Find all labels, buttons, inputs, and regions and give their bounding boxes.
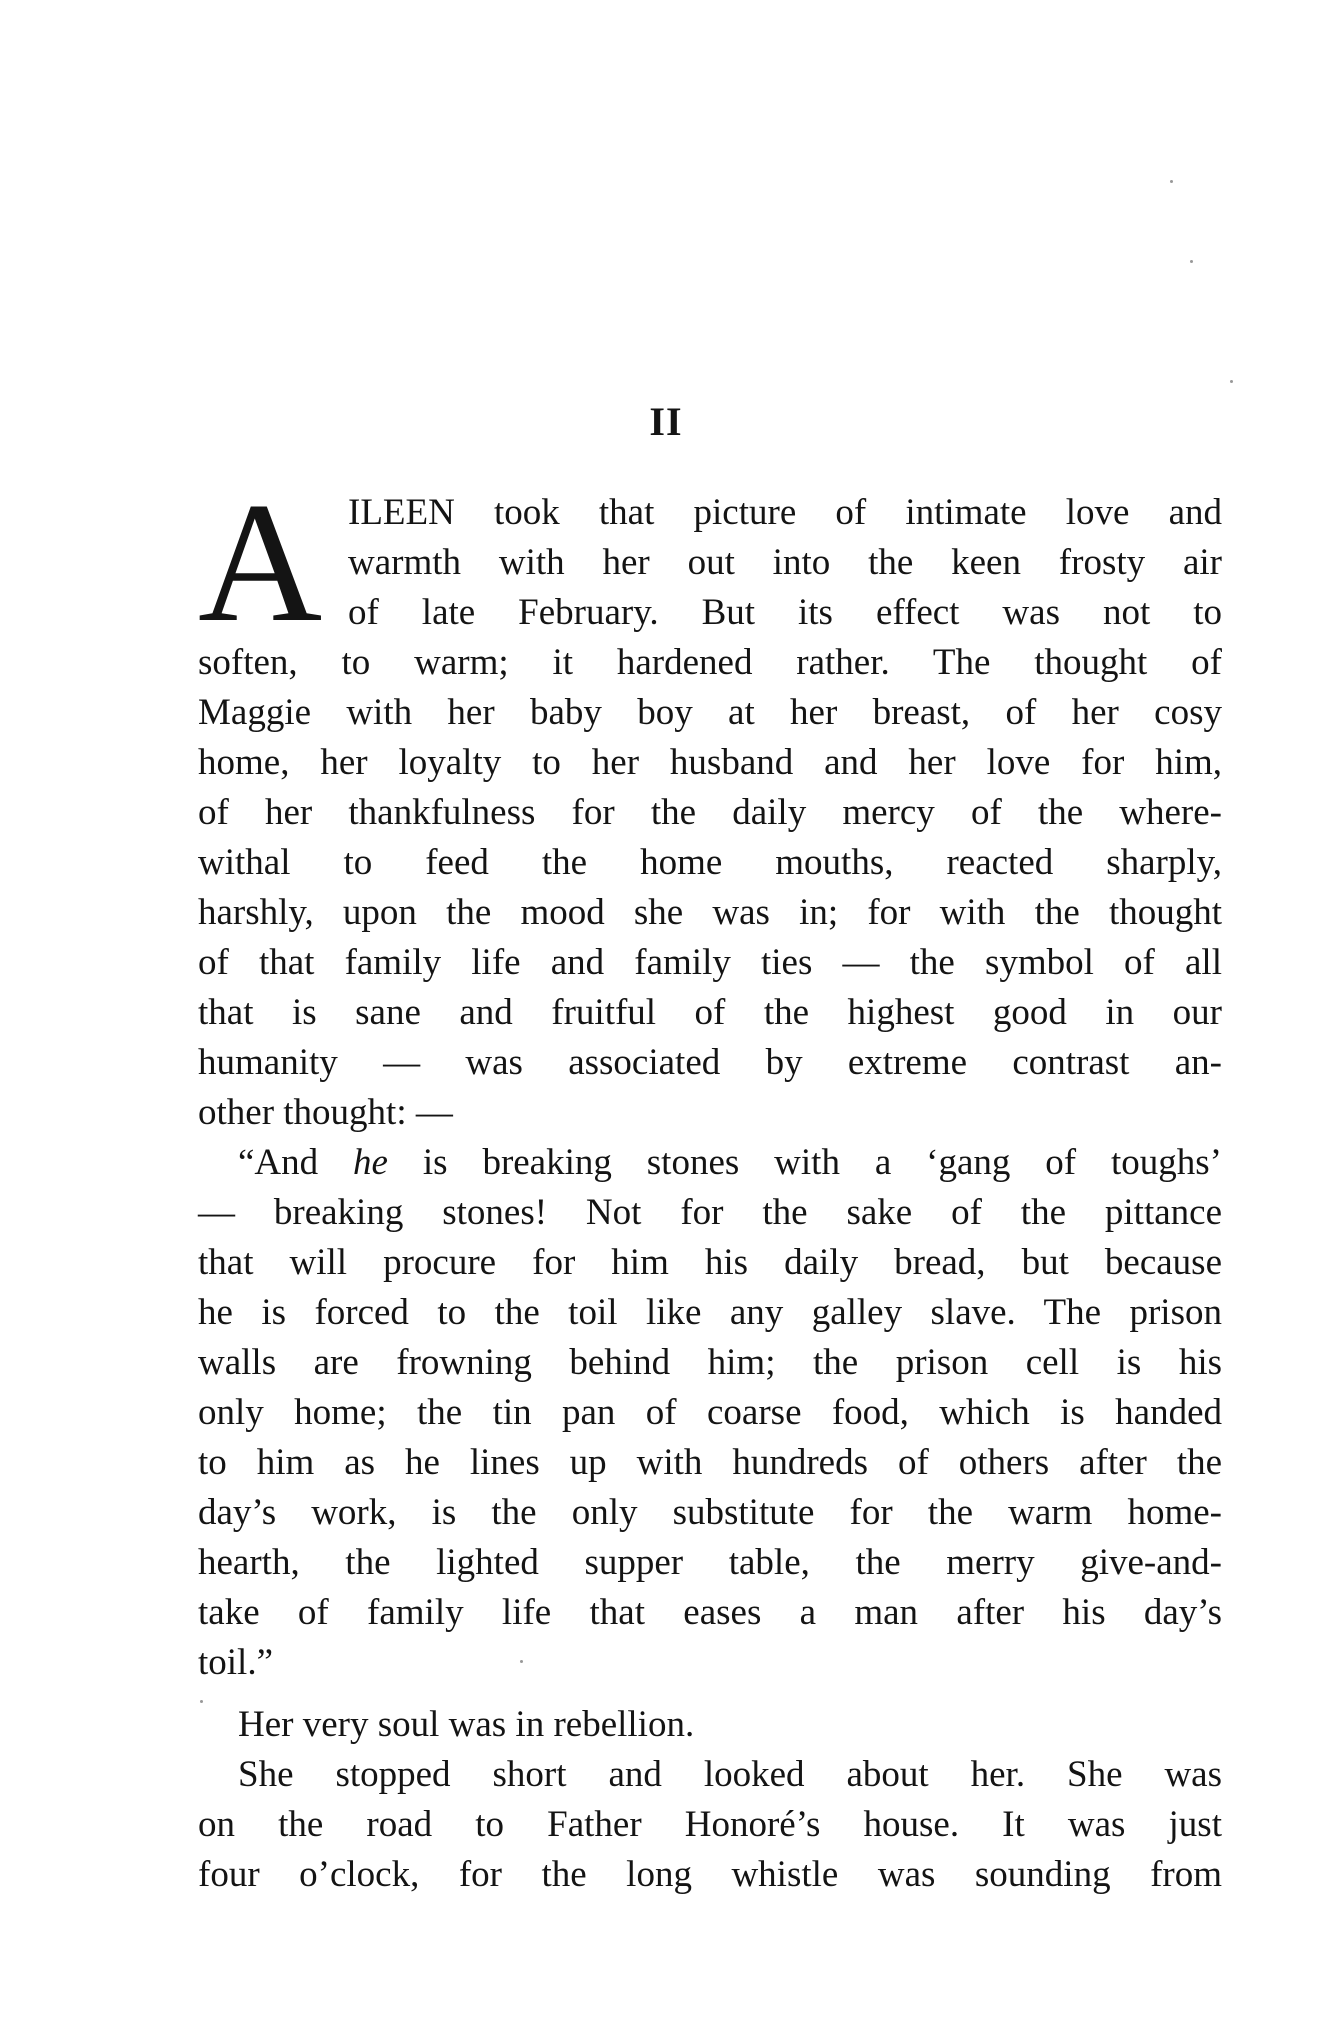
text-run: “And: [238, 1142, 354, 1183]
scan-speck: [1170, 180, 1173, 183]
text-line: soften, to warm; it hardened rather. The thought of: [198, 642, 1222, 683]
text-line: of that family life and family ties — the symbol of all: [198, 942, 1222, 983]
scan-speck: [1230, 380, 1233, 383]
text-line: harshly, upon the mood she was in; for with the thought: [198, 892, 1222, 933]
text-line: ILEEN took that picture of intimate love and: [348, 492, 1222, 533]
text-line: on the road to Father Honoré’s house. It was just: [198, 1804, 1222, 1845]
text-line: warmth with her out into the keen frosty air: [348, 542, 1222, 583]
text-line: toil.”: [198, 1642, 274, 1683]
scan-speck: [520, 1660, 523, 1663]
text-line: that is sane and fruitful of the highest good in our: [198, 992, 1222, 1033]
text-line: that will procure for him his daily bread, but because: [198, 1242, 1222, 1283]
text-line: Maggie with her baby boy at her breast, of her cosy: [198, 692, 1222, 733]
paragraph-3: [198, 1700, 1222, 1750]
text-line: home, her loyalty to her husband and her love for him,: [198, 742, 1222, 783]
text-line: four o’clock, for the long whistle was sounding from: [198, 1854, 1222, 1895]
italic-word: he: [353, 1142, 388, 1183]
paragraph-2: [198, 1138, 1222, 1688]
scan-speck: [200, 1700, 203, 1703]
text-line: walls are frowning behind him; the prison cell is his: [198, 1342, 1222, 1383]
scan-speck: [1190, 260, 1193, 263]
paragraph-1: [198, 468, 1222, 1138]
chapter-number: II: [649, 399, 683, 444]
text-line: humanity — was associated by extreme contrast an-: [198, 1042, 1222, 1083]
text-line: only home; the tin pan of coarse food, which is handed: [198, 1392, 1222, 1433]
text-line: withal to feed the home mouths, reacted sharply,: [198, 842, 1222, 883]
text-line: of her thankfulness for the daily mercy of the where-: [198, 792, 1222, 833]
text-line: take of family life that eases a man after his day’s: [198, 1592, 1222, 1633]
drop-cap: A: [198, 468, 323, 658]
paragraph-4: [198, 1750, 1222, 1900]
text-line: — breaking stones! Not for the sake of the pittance: [198, 1192, 1222, 1233]
text-line: Her very soul was in rebellion.: [238, 1704, 695, 1745]
text-line: She stopped short and looked about her. She was: [238, 1754, 1222, 1795]
text-line: hearth, the lighted supper table, the merry give-and-: [198, 1542, 1222, 1583]
text-line: day’s work, is the only substitute for the warm home-: [198, 1492, 1222, 1533]
text-line: [198, 1138, 1222, 1188]
text-line: other thought: —: [198, 1092, 453, 1133]
text-line: of late February. But its effect was not to: [348, 592, 1222, 633]
text-line: he is forced to the toil like any galley slave. The prison: [198, 1292, 1222, 1333]
text-line: to him as he lines up with hundreds of others after the: [198, 1442, 1222, 1483]
text-run: is breaking stones with a ‘gang of toughs’: [387, 1142, 1222, 1183]
